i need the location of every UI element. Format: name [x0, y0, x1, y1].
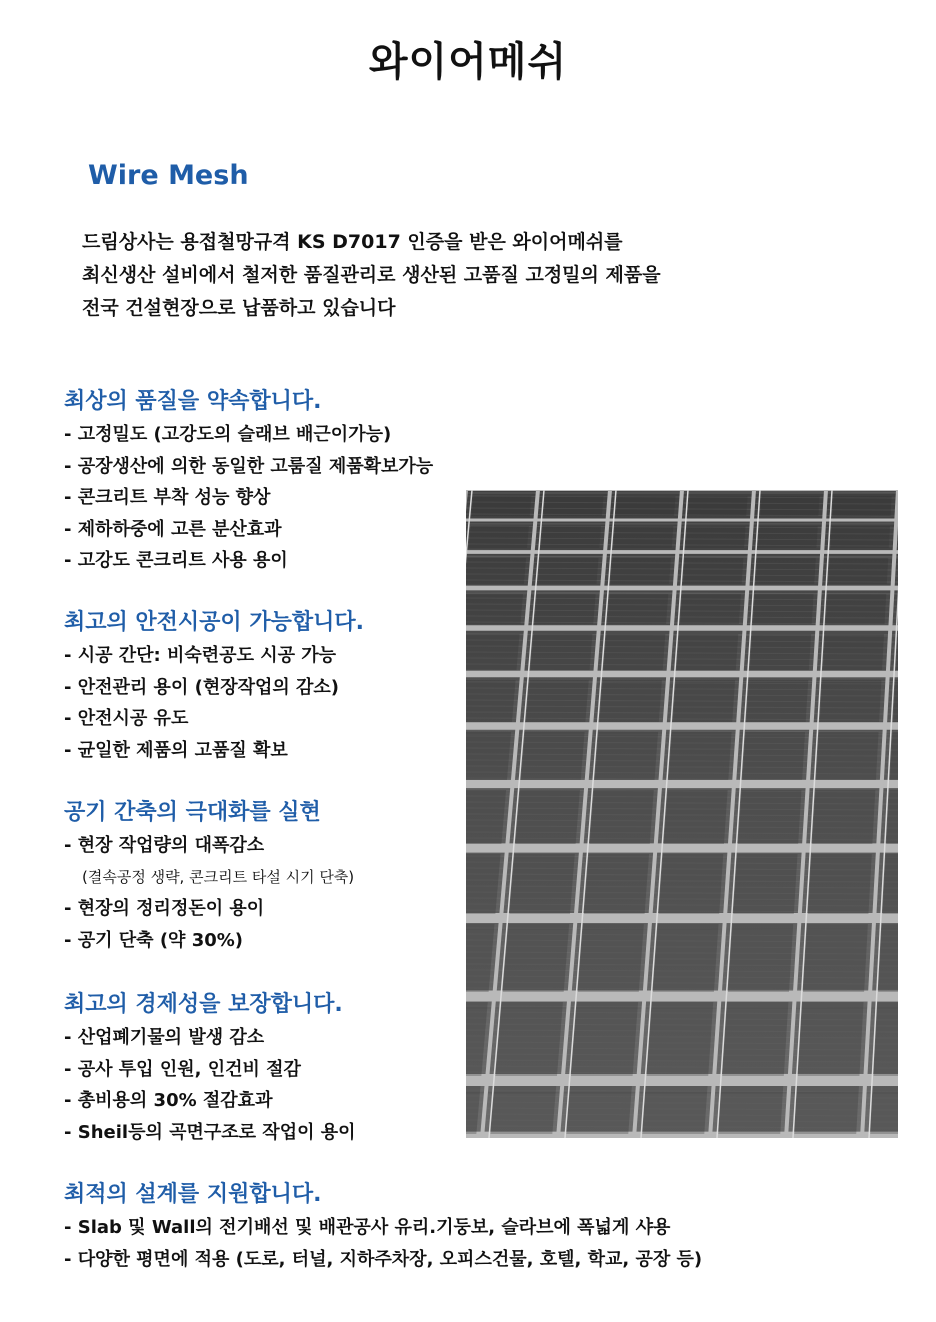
list-item: - 시공 간단: 비숙련공도 시공 가능 [64, 645, 337, 666]
mesh-cell-shade [664, 790, 728, 844]
list-item: - 안전시공 유도 [64, 708, 189, 729]
mesh-cell-shade [816, 732, 878, 780]
mesh-cell-shade [746, 680, 808, 722]
mesh-cell-shade [659, 854, 724, 914]
mesh-cell-shade [530, 634, 592, 670]
list-item: - 공장생산에 의한 동일한 고룸질 제품확보가능 [64, 455, 434, 477]
mesh-cell-shade [466, 558, 526, 584]
mesh-cell-shade [753, 594, 814, 624]
section-list [64, 1022, 356, 1148]
section-schedule [64, 796, 354, 956]
mesh-cell-shade [466, 1002, 488, 1076]
mesh-cell-shade [683, 558, 743, 584]
mesh-cell-shade [677, 634, 739, 670]
mesh-cell-shade [750, 634, 811, 670]
mesh-cell-shade [794, 1086, 859, 1134]
mesh-cell-shade [515, 790, 580, 844]
mesh-cell-shade [578, 924, 644, 992]
mesh-cell-shade [604, 634, 666, 670]
section-safety [64, 606, 364, 766]
list-item: - 공사 투입 인원, 인건비 절감 [64, 1058, 301, 1080]
mesh-cell-shade [798, 1002, 864, 1076]
mesh-cell-shade [466, 1086, 480, 1134]
mesh-cell-shade [466, 790, 506, 844]
list-item: - Sheil등의 곡면구조로 작업이 용이 [64, 1121, 356, 1143]
section-quality [64, 385, 433, 577]
mesh-cell-shade [466, 732, 511, 780]
mesh-cell-shade [722, 1002, 788, 1076]
section-title: 최고의 안전시공이 가능합니다. [64, 610, 364, 635]
mesh-cell-shade [566, 1086, 632, 1134]
page-subtitle: Wire Mesh [88, 160, 249, 191]
list-item: - 현장 작업량의 대폭감소 [64, 835, 265, 856]
mesh-cell-shade [466, 594, 523, 624]
mesh-cell-shade [544, 496, 604, 516]
mesh-cell-shade [607, 594, 668, 624]
mesh-cell-shade [469, 526, 529, 548]
section-list [64, 830, 354, 956]
mesh-cell-shade [503, 924, 570, 992]
mesh-cell-shade [495, 1002, 563, 1076]
mesh-depth-line [466, 730, 898, 732]
mesh-cell-shade [610, 558, 671, 584]
mesh-cell-shade [686, 526, 746, 548]
mesh-cell-shade [466, 680, 516, 722]
list-item: - 다양한 평면에 적용 (도로, 터널, 지하주차장, 오피스건물, 호텔, 학교, 공장 등) [64, 1248, 703, 1270]
list-item-note: (결속공정 생략, 콘크리트 타설 시기 단축) [82, 867, 355, 886]
list-item: - 총비용의 30% 절감효과 [64, 1090, 273, 1111]
mesh-cell-shade [826, 594, 886, 624]
section-economy [64, 988, 356, 1148]
mesh-cell-shade [870, 1086, 898, 1134]
mesh-cell-shade [595, 732, 658, 780]
mesh-cell-shade [599, 680, 662, 722]
mesh-cell-shade [669, 732, 732, 780]
mesh-cell-shade [803, 924, 868, 992]
intro-line: 전국 건설현장으로 납품하고 있습니다 [82, 297, 396, 319]
mesh-cell-shade [526, 680, 589, 722]
mesh-cell-shade [541, 526, 601, 548]
mesh-cell-shade [538, 558, 599, 584]
mesh-cell-shade [828, 558, 888, 584]
section-list [64, 1212, 702, 1275]
mesh-cell-shade [688, 496, 748, 516]
mesh-cell-shade [718, 1086, 783, 1134]
intro-line: 드림상사는 용접철망규격 KS D7017 인증을 받은 와이어메쉬를 [82, 231, 623, 253]
list-item: - 현장의 정리정돈이 용이 [64, 898, 265, 919]
mesh-cell-shade [673, 680, 735, 722]
list-item: - 균일한 제품의 고품질 확보 [64, 739, 288, 761]
mesh-cell-shade [613, 526, 673, 548]
list-item: - Slab 및 Wall의 전기배선 및 배관공사 유리.기둥보, 슬라브에 폭넓게 샤용 [64, 1217, 671, 1238]
mesh-cell-shade [584, 854, 649, 914]
mesh-cell-shade [812, 790, 875, 844]
mesh-cell-shade [832, 496, 891, 516]
mesh-cell-shade [472, 496, 532, 516]
mesh-cell-shade [830, 526, 890, 548]
section-design [64, 1178, 702, 1275]
list-item: - 콘크리트 부착 성능 향상 [64, 487, 271, 508]
mesh-cell-shade [680, 594, 741, 624]
mesh-cell-shade [823, 634, 884, 670]
mesh-cell-shade [820, 680, 882, 722]
wire-mesh-photo [466, 490, 898, 1138]
list-item: - 안전관리 용이 (현장작업의 감소) [64, 676, 340, 698]
section-title: 최적의 설계를 지원합니다. [64, 1182, 322, 1207]
mesh-cell-shade [653, 924, 719, 992]
mesh-cell-shade [882, 854, 898, 914]
section-list [64, 419, 433, 577]
list-item: - 제하하중에 고른 분산효과 [64, 518, 282, 540]
intro-line: 최신생산 설비에서 철저한 품질관리로 생산된 고품질 고정밀의 제품을 [82, 264, 661, 286]
section-title: 공기 간축의 극대화를 실현 [64, 800, 321, 825]
mesh-cell-shade [728, 924, 793, 992]
mesh-cell-shade [509, 854, 574, 914]
list-item: - 고정밀도 (고강도의 슬래브 배근이가능) [64, 424, 392, 445]
mesh-cell-shade [878, 924, 898, 992]
mesh-cell-shade [616, 496, 676, 516]
mesh-cell-shade [521, 732, 585, 780]
list-item: - 산업폐기물의 발생 감소 [64, 1027, 265, 1048]
mesh-cell-shade [758, 526, 818, 548]
section-list [64, 640, 364, 766]
mesh-cell-shade [590, 790, 654, 844]
mesh-cell-shade [873, 1002, 898, 1076]
section-title: 최고의 경제성을 보장합니다. [64, 992, 343, 1017]
mesh-cell-shade [756, 558, 816, 584]
mesh-cell-shade [738, 790, 802, 844]
section-title: 최상의 품질을 약속합니다. [64, 389, 322, 414]
list-item: - 공기 단축 (약 30%) [64, 929, 244, 951]
mesh-cell-shade [466, 854, 501, 914]
mesh-cell-shade [534, 594, 595, 624]
mesh-cell-shade [490, 1086, 556, 1134]
mesh-cell-shade [571, 1002, 638, 1076]
mesh-cell-shade [647, 1002, 714, 1076]
page-title: 와이어메쉬 [368, 39, 568, 85]
list-item: - 고강도 콘크리트 사용 용이 [64, 550, 288, 571]
mesh-cell-shade [642, 1086, 707, 1134]
mesh-cell-shade [742, 732, 805, 780]
mesh-cell-shade [466, 634, 520, 670]
mesh-cell-shade [808, 854, 872, 914]
mesh-cell-shade [733, 854, 797, 914]
intro-paragraph [82, 226, 902, 325]
mesh-cell-shade [760, 496, 819, 516]
